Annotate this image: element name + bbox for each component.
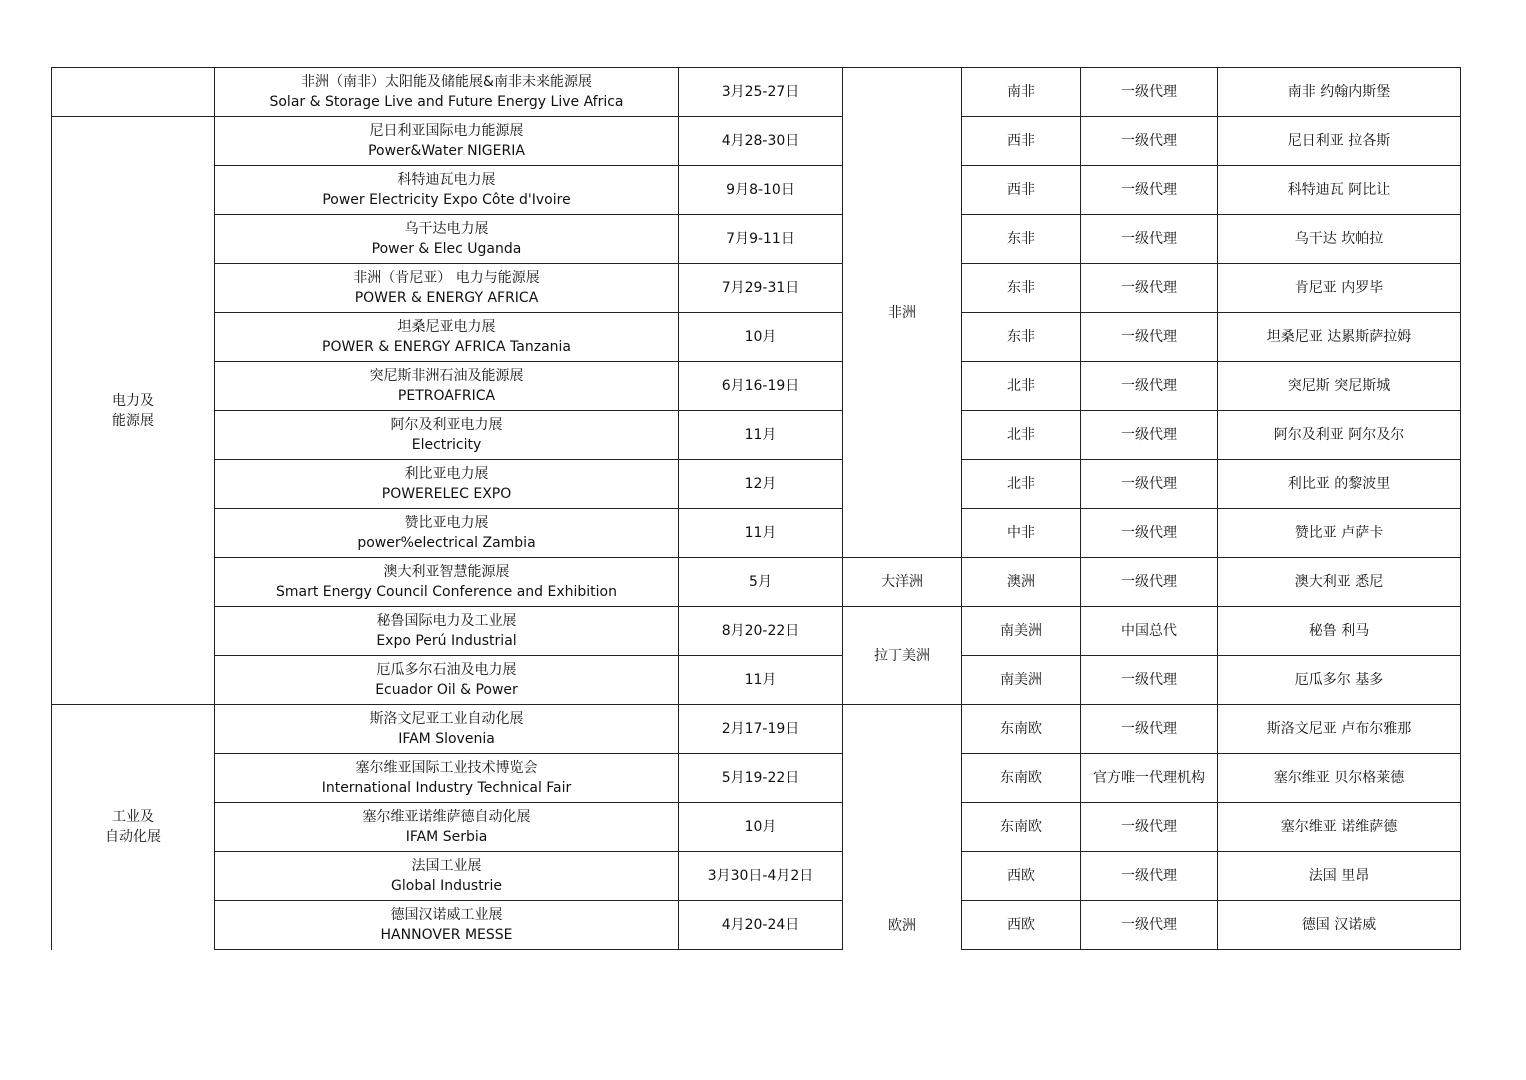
city-cell: 德国 汉诺威 <box>1218 901 1461 950</box>
exhibition-name-cn: 坦桑尼亚电力展 <box>397 319 496 335</box>
city-cell: 南非 约翰内斯堡 <box>1218 68 1461 117</box>
table-row <box>52 362 1461 411</box>
city-cell: 利比亚 的黎波里 <box>1218 460 1461 509</box>
exhibition-name-en: POWER & ENERGY AFRICA Tanzania <box>322 339 571 355</box>
city-cell: 塞尔维亚 诺维萨德 <box>1218 803 1461 852</box>
city-cell: 斯洛文尼亚 卢布尔雅那 <box>1218 705 1461 754</box>
date-cell: 3月30日-4月2日 <box>679 852 843 901</box>
date-cell: 7月9-11日 <box>679 215 843 264</box>
role-cell: 一级代理 <box>1081 117 1218 166</box>
exhibition-name-cn: 利比亚电力展 <box>404 466 489 482</box>
exhibition-name-cell <box>215 558 679 607</box>
exhibition-name-cn: 法国工业展 <box>411 858 482 874</box>
date-cell: 3月25-27日 <box>679 68 843 117</box>
subregion-cell: 北非 <box>962 362 1081 411</box>
subregion-cell: 澳洲 <box>962 558 1081 607</box>
table-row <box>52 852 1461 901</box>
exhibition-name-cell <box>215 754 679 803</box>
role-cell: 一级代理 <box>1081 558 1218 607</box>
subregion-cell: 西非 <box>962 117 1081 166</box>
exhibition-name-cell <box>215 166 679 215</box>
role-cell: 官方唯一代理机构 <box>1081 754 1218 803</box>
exhibition-name-cn: 尼日利亚国际电力能源展 <box>369 123 524 139</box>
table-row <box>52 264 1461 313</box>
exhibition-name-cell <box>215 460 679 509</box>
date-cell: 7月29-31日 <box>679 264 843 313</box>
exhibition-name-cn: 非洲（肯尼亚） 电力与能源展 <box>353 270 540 286</box>
role-cell: 一级代理 <box>1081 264 1218 313</box>
date-cell: 5月 <box>679 558 843 607</box>
exhibition-name-en: IFAM Slovenia <box>398 731 495 747</box>
subregion-cell: 北非 <box>962 460 1081 509</box>
exhibition-name-en: Power & Elec Uganda <box>371 241 522 257</box>
exhibition-name-cell <box>215 68 679 117</box>
table-row <box>52 215 1461 264</box>
role-cell: 一级代理 <box>1081 901 1218 950</box>
role-cell: 一级代理 <box>1081 362 1218 411</box>
date-cell: 2月17-19日 <box>679 705 843 754</box>
subregion-cell: 东南欧 <box>962 754 1081 803</box>
table-row <box>52 656 1461 705</box>
exhibition-name-en: power%electrical Zambia <box>357 535 536 551</box>
date-cell: 11月 <box>679 411 843 460</box>
table-row <box>52 901 1461 950</box>
exhibition-name-cn: 非洲（南非）太阳能及储能展&南非未来能源展 <box>301 74 592 90</box>
exhibition-name-en: Power&Water NIGERIA <box>368 143 525 159</box>
category-cell <box>52 705 215 950</box>
role-cell: 一级代理 <box>1081 705 1218 754</box>
subregion-cell: 南非 <box>962 68 1081 117</box>
date-cell: 6月16-19日 <box>679 362 843 411</box>
exhibition-name-en: POWERELEC EXPO <box>381 486 512 502</box>
table-row <box>52 509 1461 558</box>
role-cell: 一级代理 <box>1081 509 1218 558</box>
date-cell: 5月19-22日 <box>679 754 843 803</box>
region-cell: 非洲 <box>843 68 962 558</box>
exhibition-name-en: PETROAFRICA <box>397 388 496 404</box>
exhibition-name-en: Smart Energy Council Conference and Exhibition <box>275 584 617 600</box>
region-cell: 欧洲 <box>843 705 962 950</box>
date-cell: 4月28-30日 <box>679 117 843 166</box>
category-label-line2: 自动化展 <box>105 829 161 846</box>
city-cell: 坦桑尼亚 达累斯萨拉姆 <box>1218 313 1461 362</box>
city-cell: 厄瓜多尔 基多 <box>1218 656 1461 705</box>
exhibition-name-en: Electricity <box>411 437 482 453</box>
exhibition-name-cell <box>215 411 679 460</box>
exhibition-name-cn: 赞比亚电力展 <box>404 515 489 531</box>
subregion-cell: 南美洲 <box>962 656 1081 705</box>
role-cell: 中国总代 <box>1081 607 1218 656</box>
subregion-cell: 东南欧 <box>962 803 1081 852</box>
city-cell: 突尼斯 突尼斯城 <box>1218 362 1461 411</box>
subregion-cell: 西欧 <box>962 852 1081 901</box>
city-cell: 塞尔维亚 贝尔格莱德 <box>1218 754 1461 803</box>
category-cell-continued <box>52 68 215 117</box>
date-cell: 11月 <box>679 656 843 705</box>
subregion-cell: 东非 <box>962 264 1081 313</box>
table-row <box>52 803 1461 852</box>
category-label-line1: 电力及 <box>112 392 154 409</box>
date-cell: 11月 <box>679 509 843 558</box>
city-cell: 肯尼亚 内罗毕 <box>1218 264 1461 313</box>
date-cell: 10月 <box>679 803 843 852</box>
role-cell: 一级代理 <box>1081 68 1218 117</box>
subregion-cell: 东非 <box>962 215 1081 264</box>
role-cell: 一级代理 <box>1081 803 1218 852</box>
table-row <box>52 166 1461 215</box>
region-cell: 大洋洲 <box>843 558 962 607</box>
exhibition-name-cn: 澳大利亚智慧能源展 <box>383 564 510 580</box>
exhibition-name-cn: 塞尔维亚诺维萨德自动化展 <box>362 809 531 825</box>
table-row <box>52 754 1461 803</box>
city-cell: 澳大利亚 悉尼 <box>1218 558 1461 607</box>
exhibition-name-cell <box>215 901 679 950</box>
exhibition-name-cell <box>215 117 679 166</box>
role-cell: 一级代理 <box>1081 411 1218 460</box>
category-label-line2: 能源展 <box>112 412 154 429</box>
exhibition-name-en: Power Electricity Expo Côte d'Ivoire <box>322 192 571 208</box>
role-cell: 一级代理 <box>1081 313 1218 362</box>
date-cell: 9月8-10日 <box>679 166 843 215</box>
exhibition-name-en: International Industry Technical Fair <box>321 780 572 796</box>
date-cell: 12月 <box>679 460 843 509</box>
table-row <box>52 68 1461 117</box>
subregion-cell: 北非 <box>962 411 1081 460</box>
exhibition-name-cn: 突尼斯非洲石油及能源展 <box>369 368 524 384</box>
exhibition-name-cell <box>215 362 679 411</box>
exhibition-name-cn: 乌干达电力展 <box>404 221 489 237</box>
table-row <box>52 460 1461 509</box>
city-cell: 赞比亚 卢萨卡 <box>1218 509 1461 558</box>
table-row <box>52 705 1461 754</box>
city-cell: 法国 里昂 <box>1218 852 1461 901</box>
subregion-cell: 南美洲 <box>962 607 1081 656</box>
category-cell <box>52 117 215 705</box>
exhibition-name-cn: 德国汉诺威工业展 <box>390 907 503 923</box>
table-row <box>52 117 1461 166</box>
exhibition-name-cell <box>215 803 679 852</box>
role-cell: 一级代理 <box>1081 166 1218 215</box>
exhibition-name-en: HANNOVER MESSE <box>380 927 513 943</box>
table-row <box>52 313 1461 362</box>
subregion-cell: 东南欧 <box>962 705 1081 754</box>
exhibition-name-cn: 塞尔维亚国际工业技术博览会 <box>355 760 538 776</box>
exhibition-name-cell <box>215 607 679 656</box>
subregion-cell: 东非 <box>962 313 1081 362</box>
exhibition-name-en: IFAM Serbia <box>405 829 488 845</box>
table-row <box>52 607 1461 656</box>
exhibition-name-cn: 阿尔及利亚电力展 <box>390 417 503 433</box>
subregion-cell: 中非 <box>962 509 1081 558</box>
exhibition-name-cell <box>215 705 679 754</box>
table-row <box>52 411 1461 460</box>
exhibition-name-en: Expo Perú Industrial <box>376 633 517 649</box>
role-cell: 一级代理 <box>1081 215 1218 264</box>
exhibition-name-en: POWER & ENERGY AFRICA <box>354 290 539 306</box>
exhibition-table <box>51 67 1461 950</box>
exhibition-name-cn: 科特迪瓦电力展 <box>397 172 496 188</box>
exhibition-name-cell <box>215 656 679 705</box>
exhibition-name-cell <box>215 509 679 558</box>
role-cell: 一级代理 <box>1081 460 1218 509</box>
date-cell: 10月 <box>679 313 843 362</box>
exhibition-name-cell <box>215 852 679 901</box>
exhibition-name-cn: 厄瓜多尔石油及电力展 <box>376 662 517 678</box>
city-cell: 秘鲁 利马 <box>1218 607 1461 656</box>
table-row <box>52 558 1461 607</box>
city-cell: 乌干达 坎帕拉 <box>1218 215 1461 264</box>
subregion-cell: 西欧 <box>962 901 1081 950</box>
city-cell: 科特迪瓦 阿比让 <box>1218 166 1461 215</box>
exhibition-name-cell <box>215 264 679 313</box>
date-cell: 4月20-24日 <box>679 901 843 950</box>
exhibition-name-cell <box>215 313 679 362</box>
region-cell: 拉丁美洲 <box>843 607 962 705</box>
exhibition-name-cell <box>215 215 679 264</box>
city-cell: 尼日利亚 拉各斯 <box>1218 117 1461 166</box>
city-cell: 阿尔及利亚 阿尔及尔 <box>1218 411 1461 460</box>
exhibition-name-en: Solar & Storage Live and Future Energy Live Africa <box>269 94 624 110</box>
role-cell: 一级代理 <box>1081 656 1218 705</box>
exhibition-name-en: Global Industrie <box>391 878 502 894</box>
exhibition-name-cn: 秘鲁国际电力及工业展 <box>376 613 517 629</box>
exhibition-name-cn: 斯洛文尼亚工业自动化展 <box>369 711 524 727</box>
role-cell: 一级代理 <box>1081 852 1218 901</box>
category-label-line1: 工业及 <box>112 809 154 826</box>
date-cell: 8月20-22日 <box>679 607 843 656</box>
exhibition-name-en: Ecuador Oil & Power <box>375 682 518 698</box>
subregion-cell: 西非 <box>962 166 1081 215</box>
